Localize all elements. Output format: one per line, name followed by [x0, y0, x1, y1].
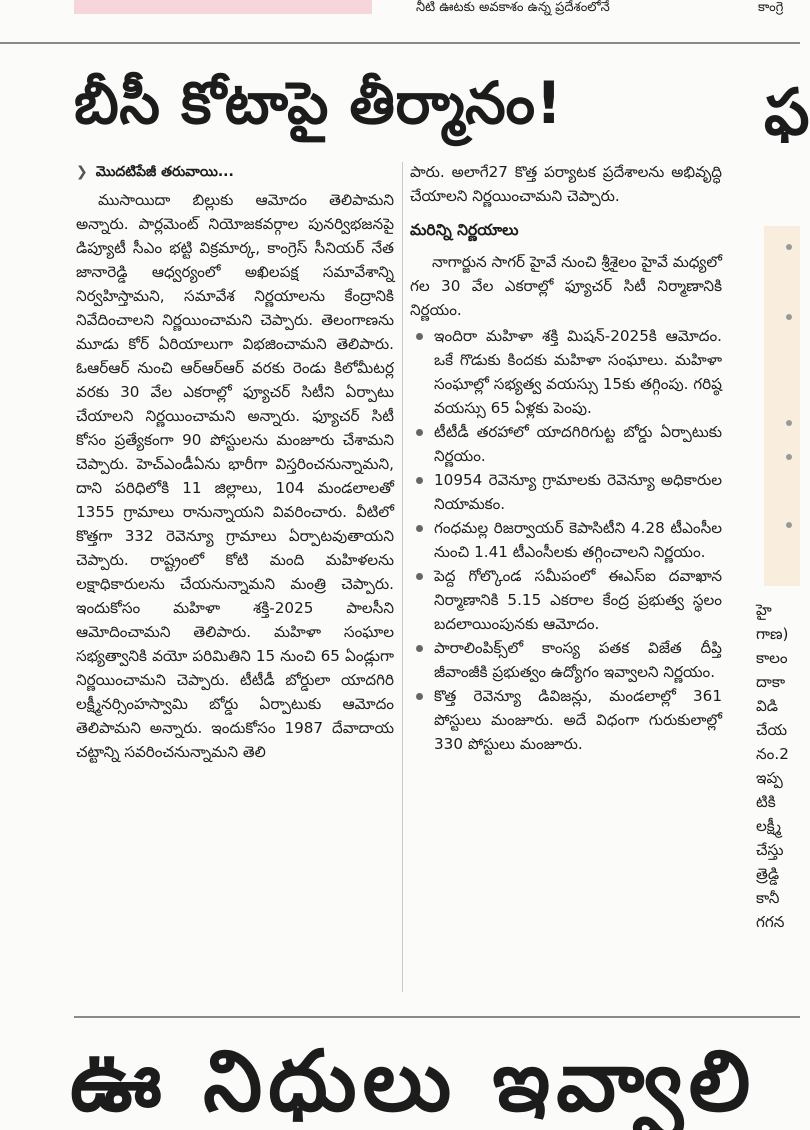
previous-page-strip	[0, 0, 800, 22]
column-divider	[402, 162, 403, 992]
bullet-icon	[416, 525, 423, 532]
adjacent-headline-fragment: ఫ	[764, 76, 810, 150]
bullet-icon	[416, 333, 423, 340]
bullet-icon	[416, 429, 423, 436]
chevron-right-icon: ❯	[76, 164, 88, 180]
subheading: మరిన్ని నిర్ణయాలు	[410, 221, 519, 239]
list-item: పారాలింపిక్స్‌లో కాంస్య పతక విజేత దీప్తి జీవాంజీకి ప్రభుత్వం ఉద్యోగం ఇవ్వాలని నిర్ణయం.	[410, 636, 722, 684]
bullet-icon	[786, 454, 792, 460]
adjacent-article-column: హై గాణ) కాలం దాకా విడి చేయ నం.2 ఇప్ప టికి లక్ష్మీ చేస్తు త్రెడ్డి కానీ గగన	[756, 601, 789, 931]
article-column-1	[76, 160, 394, 764]
top-divider	[0, 42, 800, 44]
list-item: టీటీడీ తరహాలో యాదగిరిగుట్ట బోర్డు ఏర్పాటుకు నిర్ణయం.	[410, 420, 722, 468]
top-color-band	[74, 0, 372, 14]
bullet-icon	[416, 645, 423, 652]
top-snippet-text: నీటి ఊటకు అవకాశం ఉన్న ప్రదేశంలోనే	[416, 0, 610, 15]
article-column-2	[410, 160, 722, 756]
column-2-lead: పారు. అలాగే27 కొత్త పర్యాటక ప్రదేశాలను అభివృద్ధి చేయాలని నిర్ణయించామని చెప్పారు.	[410, 163, 722, 205]
list-item: పెద్ద గోల్కొండ సమీపంలో ఈఎస్ఐ దవాఖాన నిర్మాణానికి 5.15 ఎకరాల కేంద్ర ప్రభుత్వ స్థలం బదలాయింపునకు ఆమోదం.	[410, 564, 722, 636]
bullet-icon	[786, 522, 792, 528]
decisions-list	[410, 324, 722, 756]
bottom-divider	[74, 1016, 800, 1018]
list-item: ఇందిరా మహిళా శక్తి మిషన్-2025కి ఆమోదం. ఒకే గొడుకు కిందకు మహిళా సంఘాలు. మహిళా సంఘాల్లో సభ్యత్వ వయస్సు 15కు తగ్గింపు. గరిష్ఠ వయస్సు 65 ఏళ్లకు పెంపు.	[410, 324, 722, 420]
column-2-paragraph: నాగార్జున సాగర్ హైవే నుంచి శ్రీశైలం హైవే మధ్యలో గల 30 వేల ఎకరాల్లో ఫ్యూచర్ సిటీ నిర్మాణానికి నిర్ణయం.	[410, 253, 722, 319]
top-snippet-text-right: కాంగ్రె	[758, 0, 784, 15]
bullet-icon	[416, 477, 423, 484]
bullet-icon	[786, 314, 792, 320]
continued-marker	[76, 160, 394, 184]
article-headline: బీసీ కోటాపై తీర్మానం!	[74, 69, 563, 137]
continued-label: మొదటిపేజీ తరువాయి...	[95, 164, 234, 180]
list-item: గంధమల్ల రిజర్వాయర్ కెపాసిటీని 4.28 టీఎంసీల నుంచి 1.41 టీఎంసీలకు తగ్గించాలని నిర్ణయం.	[410, 516, 722, 564]
bullet-icon	[416, 693, 423, 700]
column-1-body: ముసాయిదా బిల్లుకు ఆమోదం తెలిపామని అన్నారు. పార్లమెంట్ నియోజకవర్గాల పునర్విభజనపై డిప్యూటీ సీఎం భట్టి విక్రమార్క, కాంగ్రెస్ సీనియర్ నేత జానారెడ్డి ఆధ్వర్యంలో అఖిలపక్ష సమావేశాన్ని నిర్వహిస్తామని, సమావేశ నిర్ణయాలను కేంద్రానికి నివేదించాలని నిర్ణయించామని చెప్పారు. తెలంగాణను మూడు కోర్ ఏరియాలుగా విభజించామని తెలిపారు. ఓఆర్ఆర్ నుంచి ఆర్ఆర్ఆర్ వరకు రెండు కిలోమీటర్ల వరకు 30 వేల ఎకరాల్లో ఫ్యూచర్ సిటీని ఏర్పాటు చేయాలని నిర్ణయించామని అన్నారు. ఫ్యూచర్ సిటీ కోసం ప్రత్యేకంగా 90 పోస్టులను మంజూరు చేశామని చెప్పారు. హెచ్ఎండీఏను భారీగా విస్తరించనున్నామని, దాని పరిధిలోకి 11 జిల్లాలు, 104 మండలాలతో 1355 గ్రామాలు రానున్నాయని వివరించారు. వీటిలో కొత్తగా 332 రెవెన్యూ గ్రామాలు ఏర్పాటవుతాయని చెప్పారు. రాష్ట్రంలో కోటి మంది మహిళలను లక్షాధికారులను చేయనున్నామని మంత్రి చెప్పారు. ఇందుకోసం మహిళా శక్తి-2025 పాలసీని ఆమోదించామని తెలిపారు. మహిళా సంఘాల సభ్యత్వానికి వయో పరిమితిని 15 నుంచి 65 ఏండ్లుగా నిర్ణయించామని చెప్పారు. టీటీడీ బోర్డులా యాదగిరి లక్ష్మీనర్సింహస్వామి బోర్డు ఏర్పాటుకు ఆమోదం తెలిపామని అన్నారు. ఇందుకోసం 1987 దేవాదాయ చట్టాన్ని సవరించనున్నామని తెలి	[76, 191, 394, 761]
bullet-icon	[786, 244, 792, 250]
list-item: 10954 రెవెన్యూ గ్రామాలకు రెవెన్యూ అధికారుల నియామకం.	[410, 468, 722, 516]
next-article-headline: ఊ నిధులు ఇవ్వాలి	[70, 1032, 757, 1130]
bullet-icon	[416, 573, 423, 580]
list-item: కొత్త రెవెన్యూ డివిజన్లు, మండలాల్లో 361 పోస్టులు మంజూరు. అదే విధంగా గురుకులాల్లో 330 పోస్టులు మంజూరు.	[410, 684, 722, 756]
bullet-icon	[786, 420, 792, 426]
adjacent-highlight-box	[764, 226, 800, 586]
